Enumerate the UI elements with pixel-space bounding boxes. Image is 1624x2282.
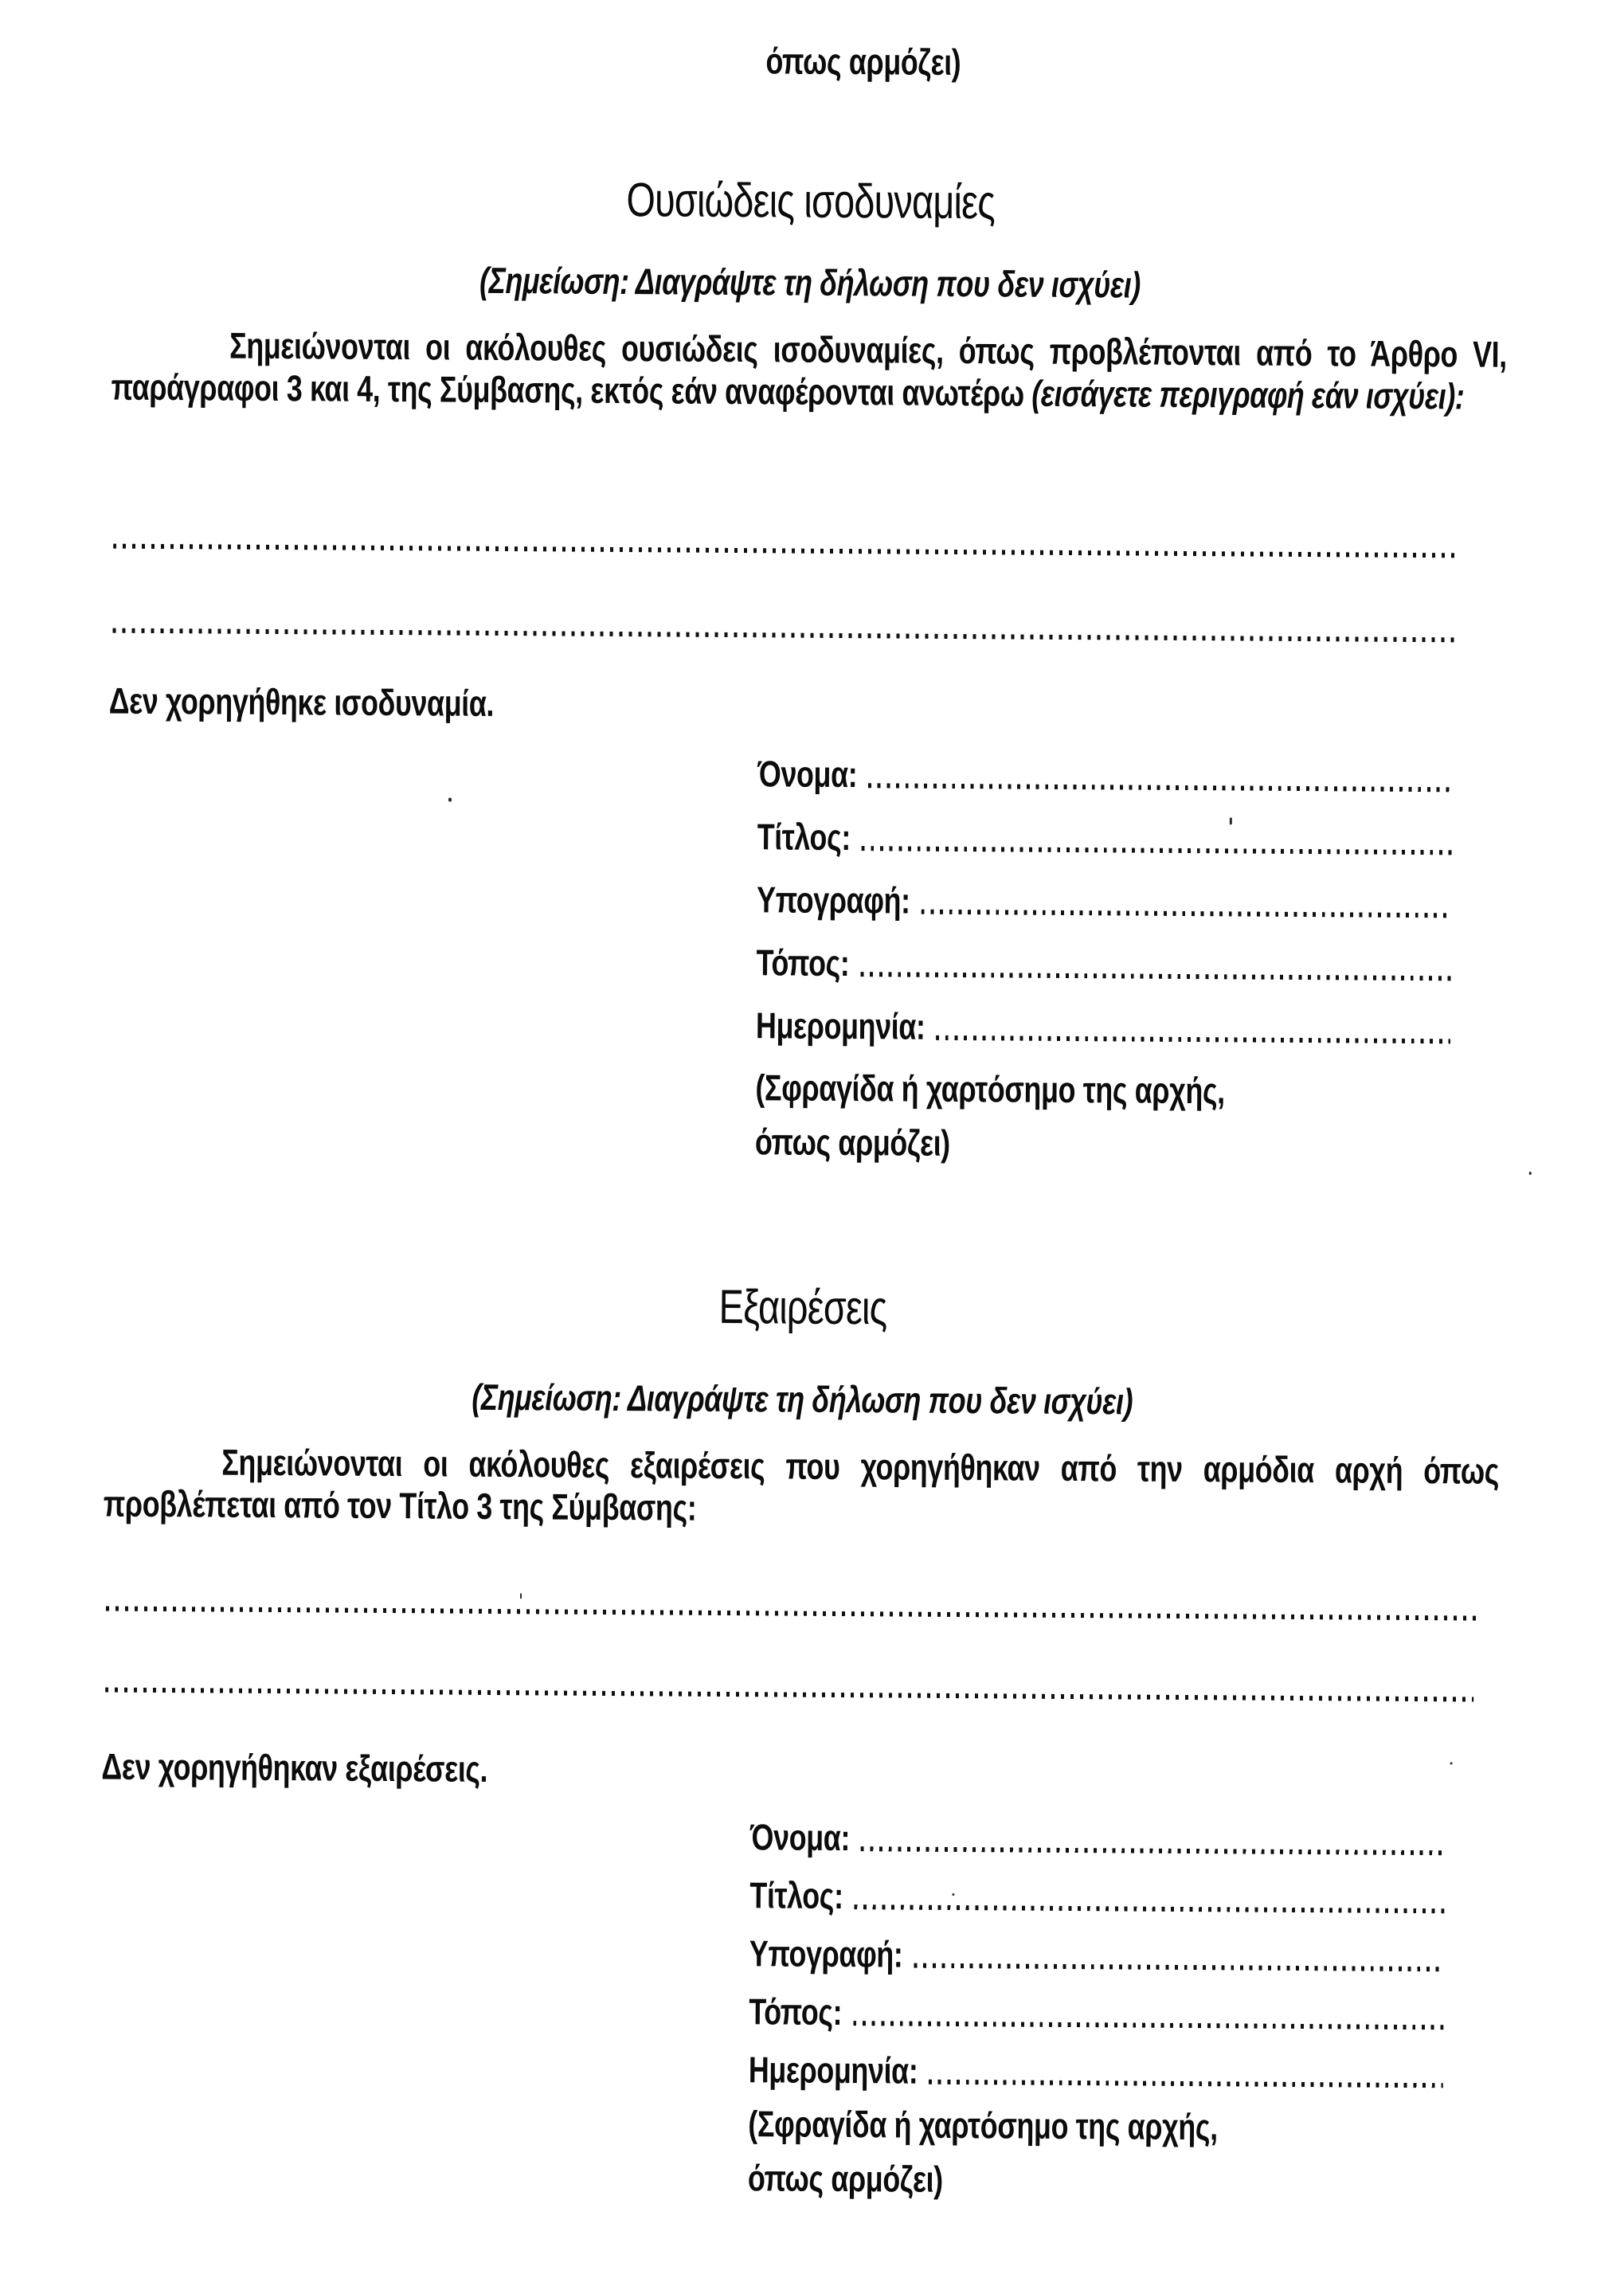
section-heading-equivalences: Ουσιώδεις ισοδυναμίες [177,170,1444,232]
statement-no-exceptions: Δεν χορηγήθηκαν εξαιρέσεις. [101,1746,487,1791]
field-label-title: Τίτλος: [757,815,851,859]
field-fill-line [914,1963,1443,1972]
stamp-note-continuation: όπως αρμόζει) [765,40,961,84]
stamp-note-line2: όπως αρμόζει) [748,2151,1431,2210]
signature-field-row [757,804,1452,872]
signature-field-row [749,2040,1444,2103]
scan-speck [520,1593,522,1599]
field-label-date: Ημερομηνία: [756,1004,925,1047]
field-label-place: Τόπος: [756,941,849,984]
field-fill-line [922,910,1451,918]
field-fill-line [868,783,1452,792]
signature-block [756,742,1453,1061]
field-label-date: Ημερομηνία: [749,2048,918,2092]
field-label-signature: Υπογραφή: [757,878,910,922]
paragraph-text: Σημειώνονται οι ακόλουθες εξαιρέσεις που χορηγήθηκαν από την αρμόδια αρχή όπως προβλέπεται από τον Τίτλο 3 της Σύμβασης: [104,1442,1500,1529]
section-paragraph [104,1441,1500,1535]
field-fill-line [936,1035,1450,1044]
statement-no-equivalence: Δεν χορηγήθηκε ισοδυναμία. [109,680,495,725]
dotted-fill-line [112,628,1455,643]
paragraph-text: Σημειώνονται οι ακόλουθες ουσιώδεις ισοδυναμίες, όπως προβλέπονται από το Άρθρο VI, παράγραφοι 3 και 4, της Σύμβασης, εκτός εάν αναφέρονται ανωτέρω [111,325,1507,414]
signature-field-row [757,867,1452,935]
scan-speck [1529,1172,1532,1175]
dotted-fill-line [113,544,1459,558]
scan-speck [448,798,452,802]
signature-field-row [756,993,1451,1061]
field-label-place: Τόπος: [749,1990,842,2033]
instruction-note: (Σημείωση: Διαγράψτε τη δήλωση που δεν ισχύει) [177,257,1444,307]
signature-field-row [749,1982,1444,2045]
scan-speck [1230,817,1232,824]
dotted-fill-line [105,1688,1473,1702]
section-paragraph [111,324,1507,418]
signature-field-row [757,742,1453,809]
field-label-name: Όνομα: [750,1815,850,1859]
stamp-note-line1: (Σφραγίδα ή χαρτόσημο της αρχής, [748,2096,1431,2155]
dotted-fill-line [106,1607,1477,1621]
scan-speck [1450,1762,1453,1764]
signature-block [749,1807,1446,2103]
field-fill-line [855,1904,1445,1913]
field-label-name: Όνομα: [757,752,857,796]
field-fill-line [862,846,1452,855]
stamp-note [755,1060,1439,1173]
field-label-title: Τίτλος: [749,1873,843,1917]
instruction-note: (Σημείωση: Διαγράψτε τη δήλωση που δεν ισχύει) [169,1374,1436,1424]
stamp-note [748,2096,1432,2210]
signature-field-row [749,1924,1445,1986]
field-fill-line [861,1846,1445,1855]
field-fill-line [853,2021,1443,2030]
signature-field-row [749,1865,1445,1928]
field-fill-line [860,972,1450,981]
scan-speck [952,1893,954,1896]
field-label-signature: Υπογραφή: [749,1932,903,1975]
section-heading-exceptions: Εξαιρέσεις [170,1277,1437,1338]
field-fill-line [929,2080,1443,2088]
stamp-note-line1: (Σφραγίδα ή χαρτόσημο της αρχής, [755,1060,1438,1119]
signature-field-row [756,930,1451,998]
signature-field-row [750,1807,1446,1870]
stamp-note-line2: όπως αρμόζει) [755,1114,1438,1173]
paragraph-italic-text: (εισάγετε περιγραφή εάν ισχύει): [1031,373,1465,417]
